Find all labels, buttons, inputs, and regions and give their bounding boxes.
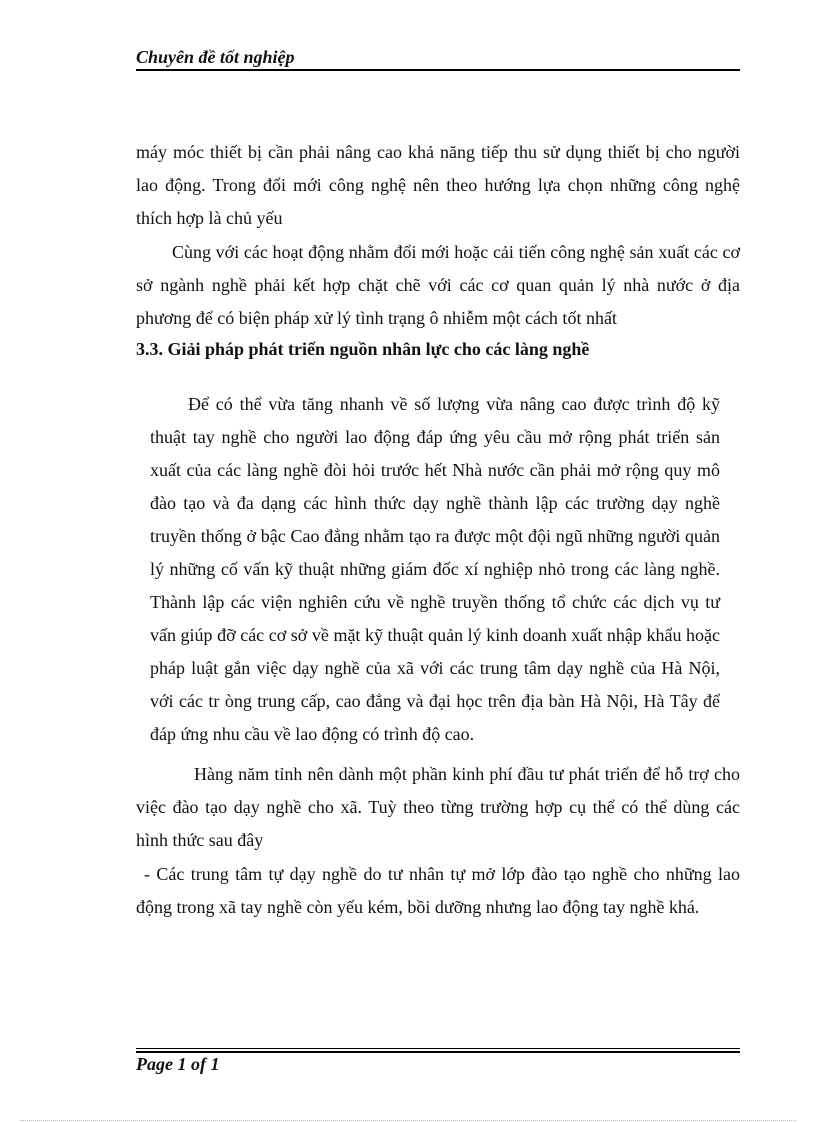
page-number-label: Page 1 of 1 xyxy=(136,1054,220,1074)
body-paragraph-2: Cùng với các hoạt động nhằm đổi mới hoặc cải tiến công nghệ sản xuất các cơ sở ngành nghề phải kết hợp chặt chẽ với các cơ quan quản lý nhà nước ở địa phương để có biện pháp xử lý tình trạng ô nhiễm một cách tốt nhất xyxy=(136,242,740,328)
body-paragraph-3: Để có thể vừa tăng nhanh về số lượng vừa nâng cao được trình độ kỹ thuật tay nghề cho người lao động đáp ứng yêu cầu mở rộng phát triển sản xuất của các làng nghề đòi hỏi trước hết Nhà nước cần phải mở rộng quy mô đào tạo và đa dạng các hình thức dạy nghề thành lập các trường dạy nghề truyền thống ở bậc Cao đẳng nhằm tạo ra được một đội ngũ những người quản lý những cố vấn kỹ thuật những giám đốc xí nghiệp nhỏ trong các làng nghề. Thành lập các viện nghiên cứu về nghề truyền thống tổ chức các dịch vụ tư vấn giúp đỡ các cơ sở về mặt kỹ thuật quản lý kinh doanh xuất nhập khẩu hoặc pháp luật gắn việc dạy nghề của xã với các trung tâm dạy nghề của Hà Nội, với các tr òng trung cấp, cao đẳng và đại học trên địa bàn Hà Nội, Hà Tây để đáp ứng nhu cầu về lao động có trình độ cao. xyxy=(150,394,720,744)
page-header-title: Chuyên đề tốt nghiệp xyxy=(136,47,295,67)
page-bottom-border xyxy=(20,1120,796,1121)
section-heading: 3.3. Giải pháp phát triển nguồn nhân lực cho các làng nghề xyxy=(136,339,590,359)
body-paragraph-1: máy móc thiết bị cần phải nâng cao khả năng tiếp thu sử dụng thiết bị cho người lao động. Trong đổi mới công nghệ nên theo hướng lựa chọn những công nghệ thích hợp là chủ yếu xyxy=(136,142,740,228)
header-rule xyxy=(136,69,740,71)
body-paragraph-4: Hàng năm tỉnh nên dành một phần kinh phí đầu tư phát triển để hỗ trợ cho việc đào tạo dạy nghề cho xã. Tuỳ theo từng trường hợp cụ thể có thể dùng các hình thức sau đây xyxy=(136,764,740,850)
footer-rule xyxy=(136,1048,740,1049)
body-paragraph-5: - Các trung tâm tự dạy nghề do tư nhân tự mở lớp đào tạo nghề cho những lao động trong xã tay nghề còn yếu kém, bồi dưỡng nhưng lao động tay nghề khá. xyxy=(136,864,740,917)
footer-rule-thick xyxy=(136,1051,740,1053)
